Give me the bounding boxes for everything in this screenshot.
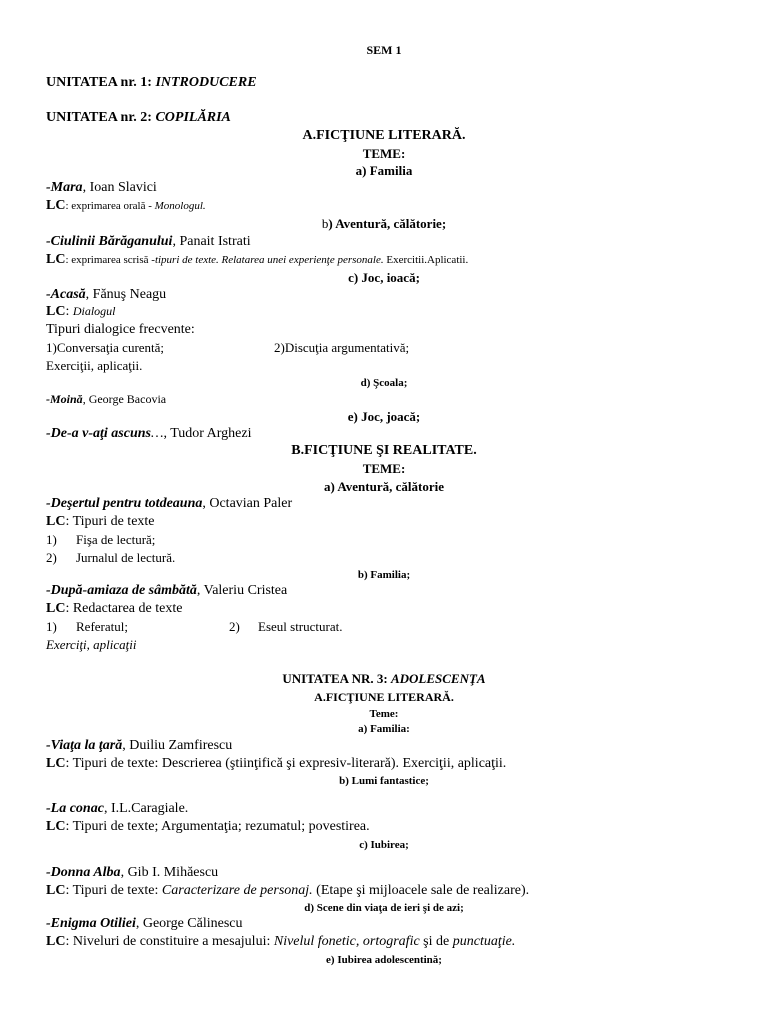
theme-heading: d) Scene din viaţa de ieri şi de azi; [304,902,464,914]
lc-line: LC: Niveluri de constituire a mesajului: Nivelul fonetic, ortografic şi de punctuaţie. [46,934,516,949]
theme-heading: a) Aventură, călătorie [324,479,444,494]
work-entry: -Ciulinii Bărăganului, Panait Istrati [46,234,251,249]
lc-line: LC: Tipuri de texte; Argumentaţia; rezumatul; povestirea. [46,819,370,834]
list-item: 1)Conversaţia curentă; [46,340,165,355]
work-entry: -Moină, George Bacovia [46,392,167,406]
list-number: 2) [229,619,240,634]
text-line: Tipuri dialogice frecvente: [46,322,195,337]
list-item: Referatul; [76,619,128,634]
work-entry: -Enigma Otiliei, George Călinescu [46,916,243,931]
text-line: Exerciţi, aplicaţii [46,637,137,652]
unit-3-heading: UNITATEA NR. 3: ADOLESCENŢA [282,671,486,686]
work-entry: -După-amiaza de sâmbătă, Valeriu Cristea [46,583,288,598]
theme-heading: c) Iubirea; [359,839,409,851]
teme-heading: Teme: [369,708,399,720]
list-item: Eseul structurat. [258,619,343,634]
lc-line: LC: Tipuri de texte: Caracterizare de personaj. (Etape şi mijloacele sale de realizare). [46,883,530,898]
theme-heading: a) Familia [355,163,413,178]
work-entry: -Acasă, Fănuş Neagu [46,287,167,302]
work-entry: -Mara, Ioan Slavici [46,180,157,195]
lc-line: LC: exprimarea orală - Monologul. [46,198,206,213]
list-number: 2) [46,550,57,565]
section-heading: A.FICŢIUNE LITERARĂ. [302,128,466,143]
theme-heading: c) Joc, ioacă; [348,270,420,285]
theme-heading: a) Familia: [358,723,410,735]
unit-2-heading: UNITATEA nr. 2: COPILĂRIA [46,110,231,125]
page-header: SEM 1 [366,43,402,57]
lc-line: LC: exprimarea scrisă -tipuri de texte. Relatarea unei experienţe personale. Exercitii.Aplicatii. [46,252,469,267]
teme-heading: TEME: [362,461,406,476]
list-item: Fişa de lectură; [76,532,156,547]
theme-heading: b) Aventură, călătorie; [321,216,447,231]
list-item: 2)Discuţia argumentativă; [274,340,410,355]
work-entry: -Viaţa la ţară, Duiliu Zamfirescu [46,738,233,753]
lc-line: LC: Tipuri de texte: Descrierea (ştiinţifică şi expresiv-literară). Exerciţii, aplicaţii. [46,756,507,771]
text-line: Exerciţii, aplicaţii. [46,358,143,373]
lc-line: LC: Dialogul [46,304,116,319]
theme-heading: d) Şcoala; [360,377,408,389]
theme-heading: b) Lumi fantastice; [339,775,429,787]
work-entry: -De-a v-aţi ascuns…, Tudor Arghezi [46,426,252,441]
theme-heading: e) Iubirea adolescentină; [326,954,442,966]
section-heading: A.FICŢIUNE LITERARĂ. [314,690,454,704]
work-entry: -Donna Alba, Gib I. Mihăescu [46,865,219,880]
teme-heading: TEME: [362,146,406,161]
theme-heading: b) Familia; [357,569,411,581]
list-item: Jurnalul de lectură. [76,550,176,565]
section-heading: B.FICŢIUNE ŞI REALITATE. [291,443,477,458]
work-entry: -Deşertul pentru totdeauna, Octavian Paler [46,496,293,511]
lc-line: LC: Redactarea de texte [46,601,183,616]
theme-heading: e) Joc, joacă; [347,409,421,424]
list-number: 1) [46,619,57,634]
lc-line: LC: Tipuri de texte [46,514,155,529]
unit-1-heading: UNITATEA nr. 1: INTRODUCERE [46,75,257,90]
list-number: 1) [46,532,57,547]
work-entry: -La conac, I.L.Caragiale. [46,801,189,816]
